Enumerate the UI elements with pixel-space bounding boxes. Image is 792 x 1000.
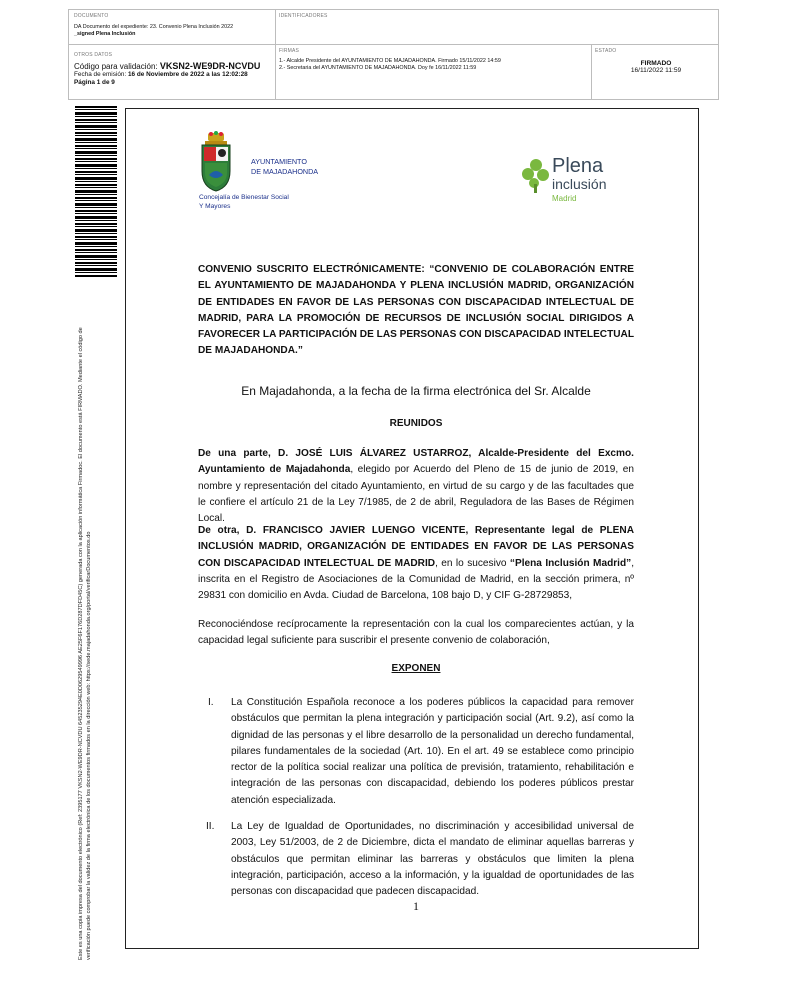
codigo-value: VKSN2-WE9DR-NCVDU — [159, 61, 261, 71]
firmas-label: FIRMAS — [279, 48, 300, 54]
second-party-mid: , en lo sucesivo — [435, 557, 510, 569]
plena-word: Plena — [552, 155, 604, 177]
estado-date: 16/11/2022 11:59 — [630, 67, 682, 74]
madrid-word: Madrid — [552, 194, 577, 203]
codigo-label: Código para validación: — [74, 62, 158, 71]
side-text-line1: Este es una copia impresa del documento electrónico (Ref: 2395177 VKSN2-WE9DR-NCVDU 645235294E0D0629549996 AE25F6F176D287DFD45C) generada con la aplicación informática Firmadoc. El documento está FIRMADO. Mediante el código de — [78, 327, 84, 960]
place-date-line: En Majadahonda, a la fecha de la firma electrónica del Sr. Alcalde — [241, 384, 591, 398]
firma-2: 2.- Secretaria del AYUNTAMIENTO DE MAJADAHONDA. Doy fe 16/11/2022 11:59 — [279, 65, 477, 71]
ayuntamiento-name — [251, 157, 318, 176]
estado-value: FIRMADO — [640, 60, 672, 67]
second-party-rest: , inscrita en el Registro de Asociaciones de la Comunidad de Madrid, en la sección primera, nº 29831 con domicilio en Avda. Ciudad de Barcelona, 108 bajo D, y CIF G-28729853, — [198, 557, 634, 602]
concejalia-line2: Y Mayores — [199, 203, 231, 210]
otros-datos-label: OTROS DATOS — [74, 52, 113, 58]
estado-label: ESTADO — [595, 48, 617, 54]
inclusion-word: inclusión — [552, 176, 607, 192]
fecha-value: 16 de Noviembre de 2022 a las 12:02:28 — [128, 71, 248, 78]
otros-datos-cell — [74, 52, 274, 87]
ayto-line1: AYUNTAMIENTO — [251, 157, 307, 166]
second-party-alias: “Plena Inclusión Madrid” — [509, 557, 632, 569]
ayto-line2: DE MAJADAHONDA — [251, 166, 319, 176]
plena-inclusion-logo-icon — [522, 158, 550, 194]
estado-cell — [595, 48, 717, 74]
exponen-heading: EXPONEN — [391, 663, 441, 674]
pagina: Página 1 de 9 — [74, 79, 115, 86]
identificadores-label: IDENTIFICADORES — [279, 13, 328, 19]
side-verification-text — [78, 300, 93, 960]
validation-header — [68, 9, 719, 100]
documento-cell — [74, 13, 272, 38]
first-party-rest: , elegido por Acuerdo del Pleno de 15 de junio de 2019, en nombre y representación del citado Ayuntamiento, en virtud de su cargo y de las facultades que le confiere el artículo 21 de la Ley 7/1985, de 2 de abril, Reguladora de las Bases de Régimen Local. — [198, 464, 634, 525]
item-1-numeral: I. — [208, 697, 214, 708]
paragraph-recognition: Reconociéndose recíprocamente la representación con la cual los comparecientes actúan, y la capacidad legal suficiente para suscribir el presente convenio de colaboración, — [198, 619, 634, 647]
reunidos-heading: REUNIDOS — [389, 418, 443, 429]
firma-1: 1.- Alcalde Presidente del AYUNTAMIENTO DE MAJADAHONDA. Firmado 15/11/2022 14:59 — [279, 58, 501, 64]
documento-line1: DA Documento del expediente: 23. Convenio Plena Inclusión 2022 — [74, 24, 234, 30]
fecha-label: Fecha de emisión: — [74, 71, 127, 78]
document-title: CONVENIO SUSCRITO ELECTRÓNICAMENTE: “CONVENIO DE COLABORACIÓN ENTRE EL AYUNTAMIENTO DE MAJADAHONDA Y PLENA INCLUSIÓN MADRID, ORGANIZACIÓN DE ENTIDADES EN FAVOR DE LAS PERSONAS CON DISCAPACIDAD INTELECTUAL DE MADRID, PARA LA PROMOCIÓN DE RECURSOS DE INCLUSIÓN SOCIAL DIRIGIDOS A FAVORECER LA PARTICIPACIÓN DE LAS PERSONAS CON DISCAPACIDAD INTELECTUAL DE MAJADAHONDA.” — [198, 264, 634, 357]
majadahonda-crest-icon — [199, 131, 233, 193]
concejalia-name — [199, 193, 289, 211]
item-2-numeral: II. — [206, 821, 215, 832]
firmas-cell — [279, 48, 589, 72]
identificadores-cell — [279, 13, 328, 19]
documento-line2: _signed Plena Inclusión — [74, 31, 136, 37]
paragraph-first-party — [198, 446, 634, 527]
paragraph-second-party — [198, 523, 634, 604]
barcode — [75, 106, 117, 278]
side-text-line2: verificación puede comprobar la validez de la firma electrónica de los documentos firmados en la dirección web: https://sede.majadahonda.org/portal/verificarDocumentos.do — [85, 531, 92, 960]
item-1-text: La Constitución Española reconoce a los poderes públicos la capacidad para remover obstáculos que permitan la plena integración y participación social (Art. 9.2), así como la dignidad de las personas y el libre desarrollo de la personalidad un derecho fundamental, pilares fundamentales de la sociedad (Art. 10). En el art. 49 se establece como principio rector de la política social realizar una política de previsión, tratamiento, rehabilitación e integración de las personas con discapacidad, debiendo los poderes públicos prestar atención especializada. — [231, 697, 634, 806]
item-2-text: La Ley de Igualdad de Oportunidades, no discriminación y accesibilidad universal de 2003, Ley 51/2003, de 2 de Diciembre, dicta el mandato de eliminar aquellas barreras y obstáculos que permitan eliminar las barreras y obstáculos que limiten la plena integración, participación, acceso a la información, y la igualdad de oportunidades de las personas con discapacidad que padecen discapacidad. — [231, 821, 634, 898]
second-party-name: De otra, D. FRANCISCO JAVIER LUENGO VICENTE, Representante legal de PLENA INCLUSIÓN MADRID, ORGANIZACIÓN DE ENTIDADES EN FAVOR DE LAS PERSONAS CON DISCAPACIDAD INTELECTUAL DE MADRID — [198, 525, 634, 569]
page-number: 1 — [413, 899, 419, 913]
concejalia-line1: Concejalía de Bienestar Social — [199, 194, 289, 201]
documento-label: DOCUMENTO — [74, 13, 109, 19]
first-party-name: De una parte, D. JOSÉ LUIS ÁLVAREZ USTARROZ, Alcalde-Presidente del Excmo. Ayuntamiento de Majadahonda — [198, 448, 634, 476]
